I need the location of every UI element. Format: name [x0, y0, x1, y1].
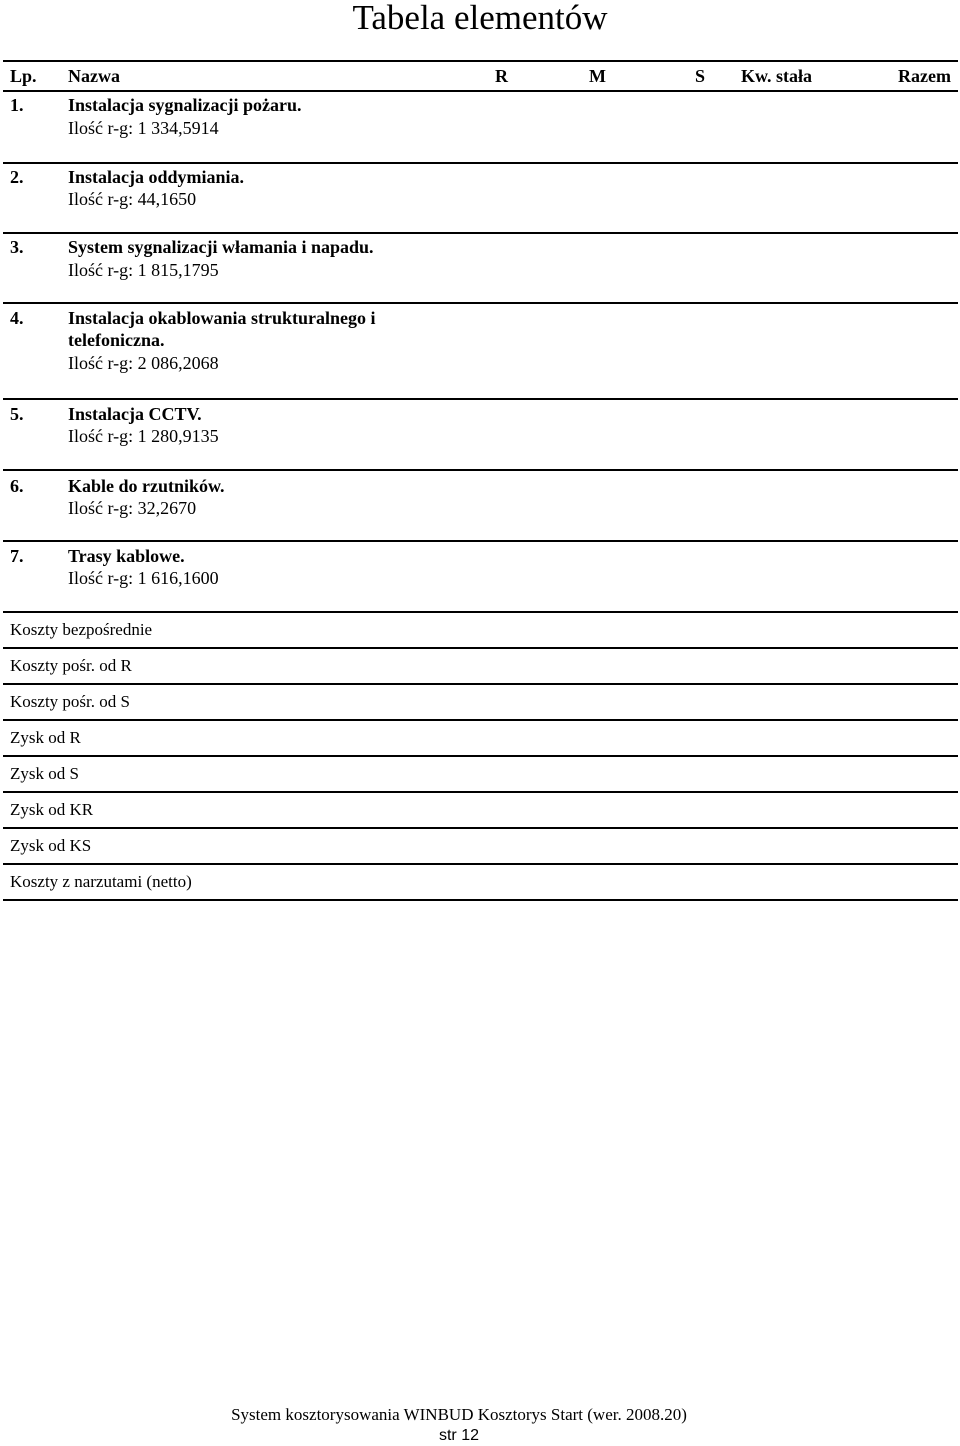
summary-koszty-posr-s [3, 685, 958, 721]
row-number: 4. [10, 308, 24, 328]
footer-system-text: System kosztorysowania WINBUD Kosztorys Start (wer. 2008.20) [231, 1405, 687, 1424]
row-name: Instalacja okablowania strukturalnego i telefoniczna. [68, 308, 376, 350]
summary-label: Koszty bezpośrednie [10, 620, 153, 639]
page-number: str 12 [438, 1427, 479, 1444]
header-lp: Lp. [10, 66, 37, 86]
header-nazwa: Nazwa [68, 66, 120, 86]
row-number: 7. [10, 546, 24, 566]
summary-zysk-r [3, 721, 958, 757]
row-number: 6. [10, 476, 24, 496]
table-header [3, 60, 958, 92]
header-kw-stala: Kw. stała [741, 66, 813, 86]
summary-zysk-s [3, 757, 958, 793]
table-row [3, 471, 958, 542]
row-quantity: Ilość r-g: 1 815,1795 [68, 260, 219, 280]
row-quantity: Ilość r-g: 32,2670 [68, 498, 197, 518]
summary-label: Zysk od KR [10, 800, 94, 819]
row-quantity: Ilość r-g: 1 616,1600 [68, 568, 219, 588]
table-row [3, 164, 958, 234]
summary-koszty-bezposrednie [3, 613, 958, 649]
row-name: Trasy kablowe. [68, 546, 185, 566]
elements-table [3, 60, 958, 901]
summary-label: Zysk od KS [10, 836, 92, 855]
summary-label: Koszty pośr. od S [10, 692, 130, 711]
table-row [3, 400, 958, 471]
row-quantity: Ilość r-g: 1 280,9135 [68, 426, 219, 446]
summary-label: Zysk od R [10, 728, 81, 747]
summary-zysk-ks [3, 829, 958, 865]
row-number: 1. [10, 95, 24, 115]
header-m: M [589, 66, 606, 86]
summary-label: Zysk od S [10, 764, 79, 783]
row-quantity: Ilość r-g: 44,1650 [68, 189, 197, 209]
page-title: Tabela elementów [352, 0, 608, 37]
row-name: Kable do rzutników. [68, 476, 225, 496]
table-row [3, 234, 958, 304]
summary-koszty-z-narzutami [3, 865, 958, 901]
table-row [3, 542, 958, 613]
row-name: Instalacja oddymiania. [68, 167, 245, 187]
row-name: System sygnalizacji włamania i napadu. [68, 237, 374, 257]
row-number: 3. [10, 237, 24, 257]
header-razem: Razem [898, 66, 951, 86]
summary-label: Koszty z narzutami (netto) [10, 872, 192, 891]
row-quantity: Ilość r-g: 1 334,5914 [68, 118, 219, 138]
summary-zysk-kr [3, 793, 958, 829]
table-row [3, 304, 958, 400]
header-r: R [495, 66, 508, 86]
header-s: S [695, 66, 706, 86]
row-quantity: Ilość r-g: 2 086,2068 [68, 353, 219, 373]
row-number: 5. [10, 404, 24, 424]
row-name: Instalacja sygnalizacji pożaru. [68, 95, 302, 115]
row-name: Instalacja CCTV. [68, 404, 202, 424]
table-row [3, 92, 958, 164]
row-number: 2. [10, 167, 24, 187]
summary-koszty-posr-r [3, 649, 958, 685]
summary-label: Koszty pośr. od R [10, 656, 132, 675]
